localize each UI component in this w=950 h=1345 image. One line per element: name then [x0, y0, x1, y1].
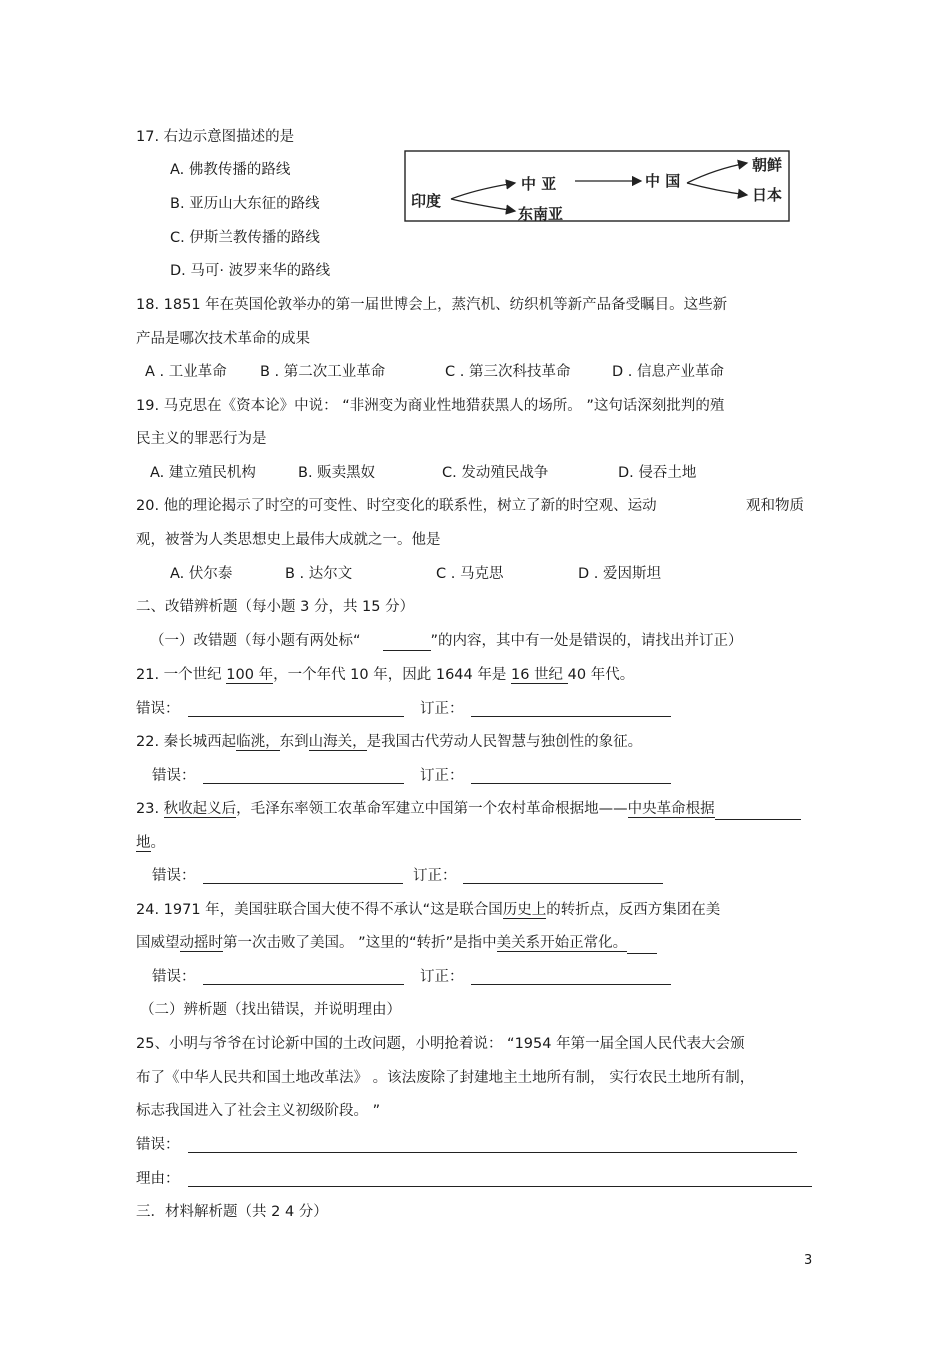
q23-statement-line1: 23. 秋收起义后，毛泽东率领工农革命军建立中国第一个农村革命根据地——中央革命根据	[136, 799, 801, 820]
q22-correction-label: 订正：	[420, 768, 464, 784]
arrow-china-korea	[687, 163, 747, 183]
q18-option-b: B . 第二次工业革命	[260, 364, 386, 380]
q17-stem: 17. 右边示意图描述的是	[136, 129, 295, 145]
section2-part1-instructions	[150, 631, 743, 651]
q25-error-label: 错误：	[136, 1137, 180, 1153]
q22-correction-blank[interactable]	[471, 765, 671, 784]
q23-correction-blank[interactable]	[463, 865, 663, 884]
q25-line3: 标志我国进入了社会主义初级阶段。 ”	[136, 1103, 381, 1119]
q20-option-a: A. 伏尔泰	[170, 566, 233, 582]
q21-correction-label: 订正：	[420, 701, 464, 717]
q25-line2: 布了《中华人民共和国土地改革法》 。该法废除了封建地主土地所有制， 实行农民土地所有制，	[136, 1070, 755, 1086]
q24-error-label: 错误：	[152, 969, 196, 985]
q24-underlined-1: 历史上	[502, 902, 547, 918]
q17-spread-route-diagram	[397, 139, 801, 237]
node-central-asia: 中 亚	[521, 175, 557, 193]
q22-error-label: 错误：	[152, 768, 196, 784]
q23-underlined-2: 中央革命根据	[627, 801, 715, 817]
q24-underlined-3: 美关系开始正常化。	[496, 935, 628, 951]
q24-statement-line1: 24. 1971 年，美国驻联合国大使不得不承认“这是联合国历史上的转折点，反西方集团在美	[136, 902, 721, 918]
q24-correction-blank[interactable]	[471, 966, 671, 985]
arrow-china-japan	[687, 183, 747, 195]
q25-reason-label: 理由：	[136, 1171, 180, 1187]
q19-option-b: B. 贩卖黑奴	[298, 465, 376, 481]
q17-option-d: D. 马可· 波罗来华的路线	[170, 263, 331, 279]
q20-option-c: C . 马克思	[436, 566, 504, 582]
diagram-frame	[405, 151, 789, 221]
part1-instructions-b: ”的内容，其中有一处是错误的，请找出并订正）	[430, 633, 743, 649]
arrow-india-central-asia	[451, 183, 515, 199]
section2-title: 二、改错辨析题（每小题 3 分，共 15 分）	[136, 599, 415, 615]
arrow-india-southeast-asia	[451, 199, 515, 211]
node-japan: 日本	[752, 186, 783, 204]
q18-option-d: D . 信息产业革命	[612, 364, 724, 380]
q20-line1: 20. 他的理论揭示了时空的可变性、时空变化的联系性，树立了新的时空观、运动	[136, 498, 657, 514]
q23-statement-line2: 地。	[136, 835, 165, 851]
q21-underlined-1: 100 年	[226, 667, 274, 683]
q19-option-d: D. 侵吞土地	[618, 465, 697, 481]
q17-option-b: B. 亚历山大东征的路线	[170, 196, 320, 212]
q19-line1: 19. 马克思在《资本论》中说： “非洲变为商业性地猎获黑人的场所。 ”这句话深刻批判的殖	[136, 398, 725, 414]
q17-option-a: A. 佛教传播的路线	[170, 162, 291, 178]
node-china: 中 国	[645, 172, 681, 190]
q22-error-blank[interactable]	[203, 765, 404, 784]
q17-option-c: C. 伊斯兰教传播的路线	[170, 230, 320, 246]
node-korea: 朝鲜	[752, 156, 783, 174]
q20-option-b: B . 达尔文	[285, 566, 353, 582]
q21-underlined-2: 16 世纪	[510, 667, 568, 683]
q18-line2: 产品是哪次技术革命的成果	[136, 331, 310, 347]
q21-error-blank[interactable]	[188, 698, 404, 717]
q19-option-c: C. 发动殖民战争	[442, 465, 549, 481]
q21-statement: 21. 一个世纪 100 年，一个年代 10 年，因此 1644 年是 16 世纪 40 年代。	[136, 667, 635, 683]
q20-line1-end: 观和物质	[746, 498, 804, 514]
part1-instructions-a: （一）改错题（每小题有两处标“	[150, 633, 361, 649]
q23-underline-extension	[715, 801, 801, 820]
q18-line1: 18. 1851 年在英国伦敦举办的第一届世博会上，蒸汽机、纺织机等新产品备受瞩目。这些新	[136, 297, 728, 313]
q20-line2: 观，被誉为人类思想史上最伟大成就之一。他是	[136, 532, 441, 548]
q23-error-blank[interactable]	[203, 865, 403, 884]
page-number: 3	[804, 1253, 813, 1268]
q25-error-blank[interactable]	[188, 1134, 797, 1153]
q24-error-blank[interactable]	[203, 966, 404, 985]
q23-correction-label: 订正：	[413, 868, 457, 884]
q21-correction-blank[interactable]	[471, 698, 671, 717]
node-india: 印度	[411, 192, 442, 210]
q25-line1: 25、小明与爷爷在讨论新中国的土改问题，小明抢着说： “1954 年第一届全国人民代表大会颁	[136, 1036, 745, 1052]
q18-option-a: A . 工业革命	[145, 364, 227, 380]
q23-underlined-3: 地	[136, 835, 151, 851]
q18-option-c: C . 第三次科技革命	[445, 364, 571, 380]
q23-underlined-1: 秋收起义后	[163, 801, 237, 817]
q21-error-label: 错误：	[136, 701, 180, 717]
q20-option-d: D . 爱因斯坦	[578, 566, 661, 582]
q23-error-label: 错误：	[152, 868, 196, 884]
part2-title: （二）辨析题（找出错误，并说明理由）	[140, 1002, 401, 1018]
q24-correction-label: 订正：	[420, 969, 464, 985]
q22-underlined-2: 山海关，	[308, 734, 367, 750]
q24-statement-line2: 国威望动摇时第一次击败了美国。 ”这里的“转折”是指中美关系开始正常化。	[136, 933, 657, 954]
q22-underlined-1: 临洮，	[236, 734, 280, 750]
q22-statement: 22. 秦长城西起临洮，东到山海关，是我国古代劳动人民智慧与独创性的象征。	[136, 734, 643, 750]
q24-underlined-2: 动摇时	[179, 935, 223, 951]
q19-option-a: A. 建立殖民机构	[150, 465, 256, 481]
node-southeast-asia: 东南亚	[518, 205, 564, 223]
q24-underline-extension	[627, 935, 657, 954]
q25-reason-blank[interactable]	[188, 1168, 812, 1187]
q19-line2: 民主义的罪恶行为是	[136, 431, 267, 447]
underline-marker-sample	[383, 632, 431, 651]
section3-title: 三．材料解析题（共 2 4 分）	[136, 1204, 328, 1220]
